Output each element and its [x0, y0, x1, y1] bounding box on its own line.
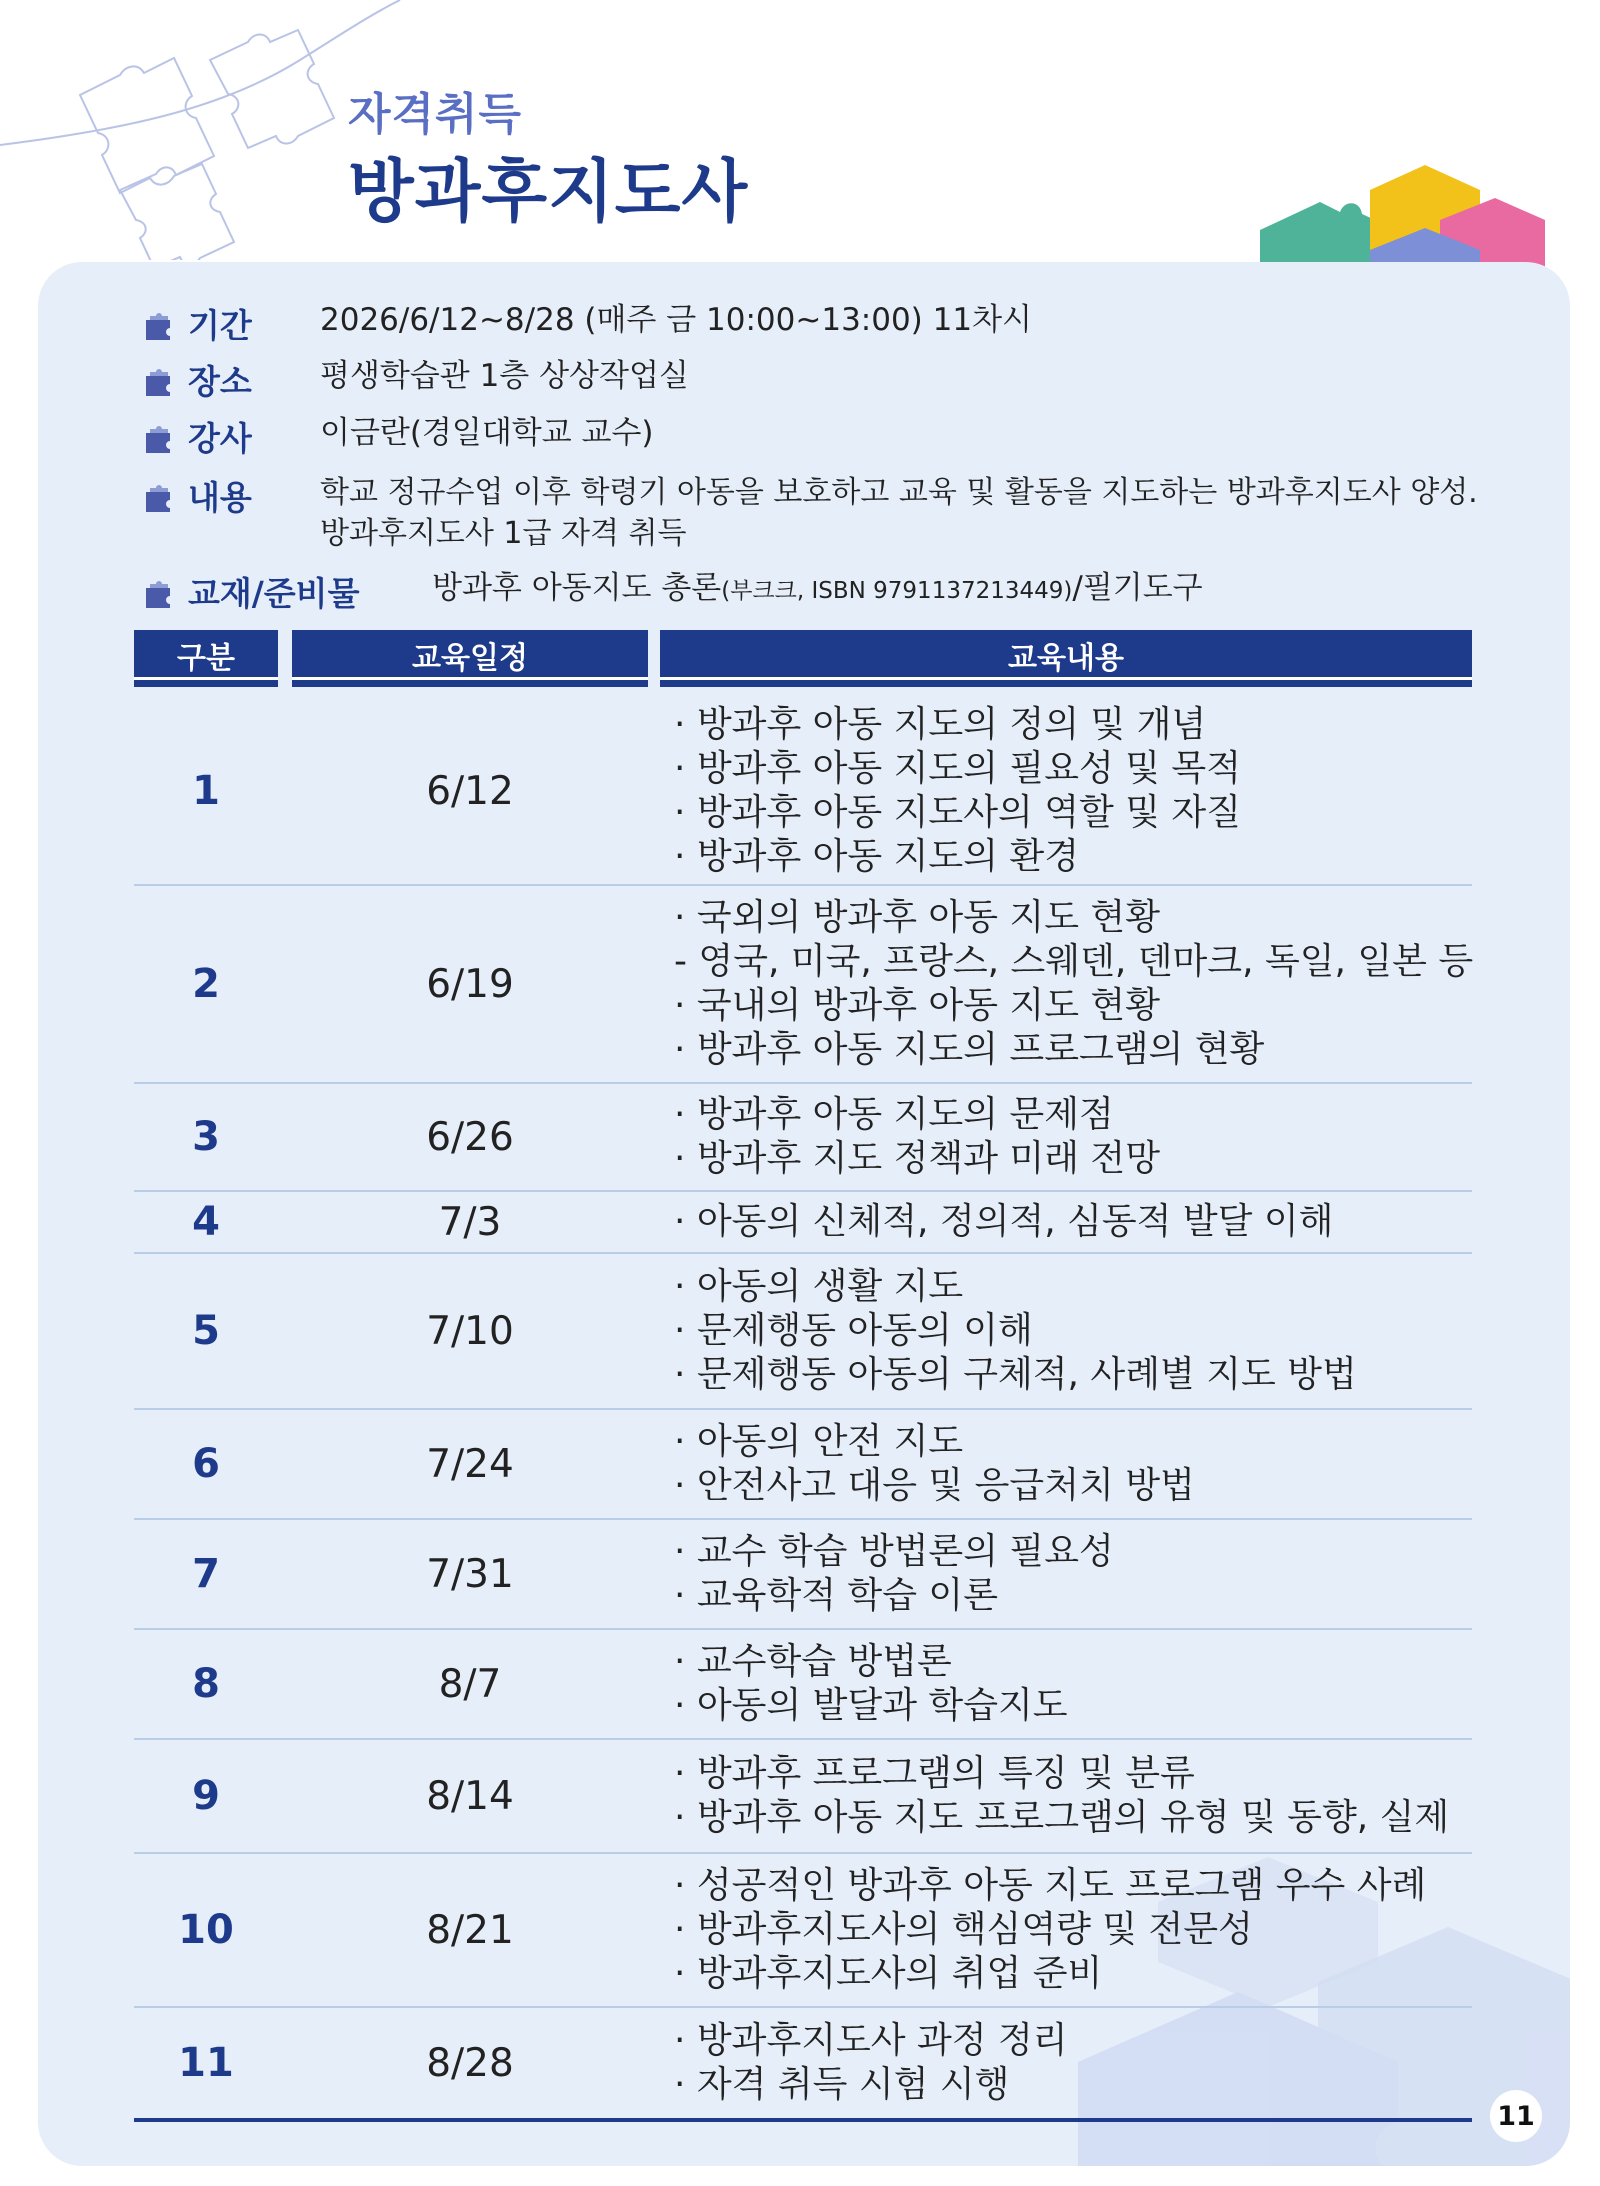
info-place-value: 평생학습관 1층 상상작업실	[320, 358, 689, 394]
table-row	[134, 886, 1472, 1084]
info-instructor	[142, 413, 654, 460]
content-item: · 방과후 아동 지도의 환경	[674, 836, 1079, 877]
row-number: 3	[192, 1114, 220, 1160]
content-item: · 안전사고 대응 및 응급처치 방법	[674, 1465, 1195, 1506]
content-item: · 교수 학습 방법론의 필요성	[674, 1531, 1114, 1572]
content-item: · 방과후 아동 지도의 프로그램의 현황	[674, 1029, 1265, 1070]
row-date: 8/7	[438, 1661, 502, 1707]
row-number: 11	[178, 2040, 234, 2086]
row-content	[674, 698, 1462, 884]
puzzle-bullet-icon	[142, 306, 178, 342]
row-number: 10	[178, 1907, 234, 1953]
info-content-line1: 학교 정규수업 이후 학령기 아동을 보호하고 교육 및 활동을 지도하는 방과후지도사 양성.	[320, 475, 1478, 510]
row-content	[674, 1854, 1462, 2006]
content-item: · 자격 취득 시험 시행	[674, 2064, 1010, 2105]
row-number: 5	[192, 1308, 220, 1354]
content-item: · 방과후 지도 정책과 미래 전망	[674, 1138, 1160, 1179]
row-date: 6/19	[426, 961, 514, 1007]
page-title: 방과후지도사	[348, 153, 749, 232]
info-content-line2: 방과후지도사 1급 자격 취득	[320, 516, 687, 551]
table-row	[134, 1740, 1472, 1854]
materials-book-detail: (부크크, ISBN 9791137213449)	[721, 578, 1073, 604]
row-content	[674, 1740, 1462, 1852]
row-date: 8/14	[426, 1773, 514, 1819]
category-label: 자격취득	[348, 89, 523, 140]
content-item: · 방과후 프로그램의 특징 및 분류	[674, 1753, 1195, 1794]
row-content	[674, 1254, 1462, 1408]
table-row	[134, 1192, 1472, 1254]
table-row	[134, 1630, 1472, 1740]
puzzle-bullet-icon	[142, 419, 178, 455]
table-row	[134, 1254, 1472, 1410]
content-item: · 방과후 아동 지도사의 역할 및 자질	[674, 792, 1241, 833]
content-item: · 아동의 생활 지도	[674, 1266, 964, 1307]
row-number: 2	[192, 961, 220, 1007]
row-number: 8	[192, 1661, 220, 1707]
content-item: - 영국, 미국, 프랑스, 스웨덴, 덴마크, 독일, 일본 등	[674, 941, 1474, 982]
info-instructor-label: 강사	[188, 419, 252, 458]
content-item: · 문제행동 아동의 구체적, 사례별 지도 방법	[674, 1354, 1357, 1395]
puzzle-bullet-icon	[142, 362, 178, 398]
row-date: 6/26	[426, 1114, 514, 1160]
content-item: · 국내의 방과후 아동 지도 현황	[674, 985, 1160, 1026]
puzzle-bullet-icon	[142, 574, 178, 610]
content-item: · 교수학습 방법론	[674, 1641, 952, 1682]
table-header-content: 교육내용	[660, 630, 1472, 687]
row-content	[674, 2008, 1462, 2118]
row-number: 4	[192, 1199, 220, 1245]
content-item: · 방과후 아동 지도의 정의 및 개념	[674, 704, 1207, 745]
content-item: · 아동의 신체적, 정의적, 심동적 발달 이해	[674, 1201, 1334, 1242]
table-row	[134, 1410, 1472, 1520]
row-number: 6	[192, 1441, 220, 1487]
content-item: · 방과후 아동 지도의 문제점	[674, 1094, 1114, 1135]
puzzle-bullet-icon	[142, 478, 178, 514]
table-row	[134, 1854, 1472, 2008]
content-item: · 방과후 아동 지도 프로그램의 유형 및 동향, 실제	[674, 1797, 1450, 1838]
info-materials	[142, 568, 1203, 615]
info-materials-label: 교재/준비물	[188, 574, 360, 613]
page-number: 11	[1490, 2090, 1542, 2142]
table-row	[134, 1084, 1472, 1192]
row-number: 7	[192, 1551, 220, 1597]
materials-tools: /필기도구	[1072, 570, 1203, 606]
table-row	[134, 1520, 1472, 1630]
table-row	[134, 2008, 1472, 2122]
content-item: · 국외의 방과후 아동 지도 현황	[674, 897, 1160, 938]
row-content	[674, 1520, 1462, 1628]
row-date: 6/12	[426, 768, 514, 814]
row-number: 1	[192, 768, 220, 814]
row-content	[674, 1630, 1462, 1738]
content-item: · 방과후지도사의 취업 준비	[674, 1953, 1103, 1994]
row-date: 7/3	[438, 1199, 502, 1245]
content-item: · 교육학적 학습 이론	[674, 1575, 998, 1616]
info-content-label: 내용	[188, 478, 252, 517]
info-period-value: 2026/6/12~8/28 (매주 금 10:00~13:00) 11차시	[320, 302, 1032, 338]
info-place-label: 장소	[188, 362, 252, 401]
row-content	[674, 886, 1474, 1082]
row-content	[674, 1084, 1462, 1190]
row-date: 7/24	[426, 1441, 514, 1487]
info-content	[142, 472, 1478, 554]
row-content	[674, 1410, 1462, 1518]
content-item: · 아동의 안전 지도	[674, 1421, 964, 1462]
content-item: · 문제행동 아동의 이해	[674, 1310, 1033, 1351]
info-period-label: 기간	[188, 306, 252, 345]
content-item: · 방과후지도사의 핵심역량 및 전문성	[674, 1909, 1253, 1950]
content-item: · 성공적인 방과후 아동 지도 프로그램 우수 사례	[674, 1865, 1427, 1906]
materials-book: 방과후 아동지도 총론	[432, 570, 722, 606]
row-date: 7/10	[426, 1308, 514, 1354]
row-date: 7/31	[426, 1551, 514, 1597]
row-content	[674, 1192, 1462, 1252]
table-header-date: 교육일정	[292, 630, 648, 687]
table-header-no: 구분	[134, 630, 278, 687]
row-date: 8/21	[426, 1907, 514, 1953]
content-item: · 아동의 발달과 학습지도	[674, 1685, 1068, 1726]
info-instructor-value: 이금란(경일대학교 교수)	[320, 415, 654, 451]
info-period	[142, 300, 1032, 347]
info-place	[142, 356, 689, 403]
row-date: 8/28	[426, 2040, 514, 2086]
table-row	[134, 698, 1472, 886]
content-item: · 방과후 아동 지도의 필요성 및 목적	[674, 748, 1241, 789]
content-item: · 방과후지도사 과정 정리	[674, 2020, 1068, 2061]
row-number: 9	[192, 1773, 220, 1819]
